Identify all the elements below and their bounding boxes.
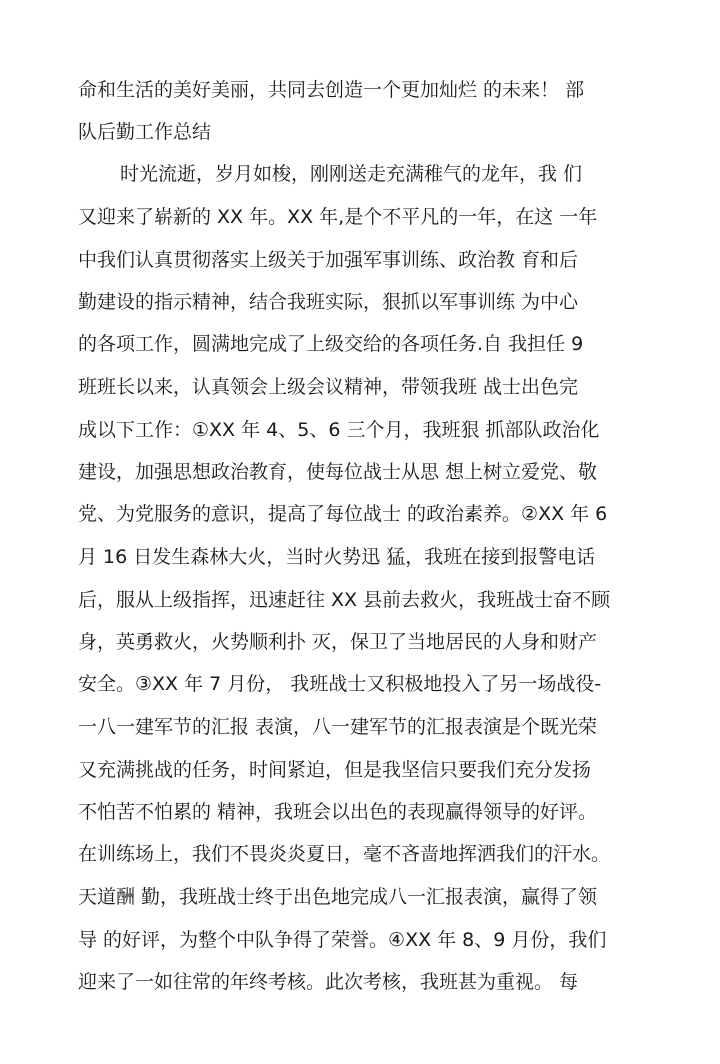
text-line: 一八一建军节的汇报 表演，八一建军节的汇报表演是个既光荣 (78, 716, 598, 738)
text-line: 安全。③XX 年 7 月份， 我班战士又积极地投入了另一场战役- (78, 673, 602, 695)
text-line: 月 16 日发生森林大火，当时火势迅 猛，我班在接到报警电话 (78, 546, 596, 568)
text-line: 不怕苦不怕累的 精神，我班会以出色的表现赢得领导的好评。 (78, 801, 598, 823)
text-line: 党、为党服务的意识，提高了每位战士 的政治素养。②XX 年 6 (78, 503, 608, 525)
text-line: 迎来了一如往常的年终考核。此次考核，我班甚为重视。 每 (78, 971, 579, 993)
text-line: 成以下工作：①XX 年 4、5、6 三个月，我班狠 抓部队政治化 (78, 419, 600, 441)
text-line: 勤建设的指示精神，结合我班实际，狠抓以军事训练 为中心 (78, 291, 579, 313)
text-line: 班班长以来，认真领会上级会议精神，带领我班 战士出色完 (78, 376, 579, 398)
text-line: 后，服从上级指挥，迅速赶往 XX 县前去救火，我班战士奋不顾 (78, 589, 611, 611)
text-line: 又充满挑战的任务，时间紧迫，但是我坚信只要我们充分发扬 (78, 759, 592, 781)
text-line: 导 的好评，为整个中队争得了荣誉。④XX 年 8、9 月份，我们 (78, 929, 607, 951)
text-line: 又迎来了崭新的 XX 年。XX 年,是个不平凡的一年，在这 一年 (78, 206, 598, 228)
text-line: 时光流逝，岁月如梭，刚刚送走充满稚气的龙年，我 们 (120, 163, 583, 185)
text-line: 中我们认真贯彻落实上级关于加强军事训练、政治教 育和后 (78, 249, 579, 271)
text-line: 在训练场上，我们不畏炎炎夏日，毫不吝啬地挥洒我们的汗水。 (78, 843, 611, 865)
text-line: 建设，加强思想政治教育，使每位战士从思 想上树立爱党、敬 (78, 461, 598, 483)
text-line: 身，英勇救火，火势顺利扑 灭，保卫了当地居民的人身和财产 (78, 631, 598, 653)
text-line: 命和生活的美好美丽，共同去创造一个更加灿烂 的未来！ 部 (78, 79, 585, 101)
text-line: 的各项工作，圆满地完成了上级交给的各项任务.自 我担任 9 (78, 333, 584, 355)
section-title: 队后勤工作总结 (78, 121, 212, 143)
text-line: 天道酬 勤，我班战士终于出色地完成八一汇报表演，赢得了领 (78, 886, 598, 908)
